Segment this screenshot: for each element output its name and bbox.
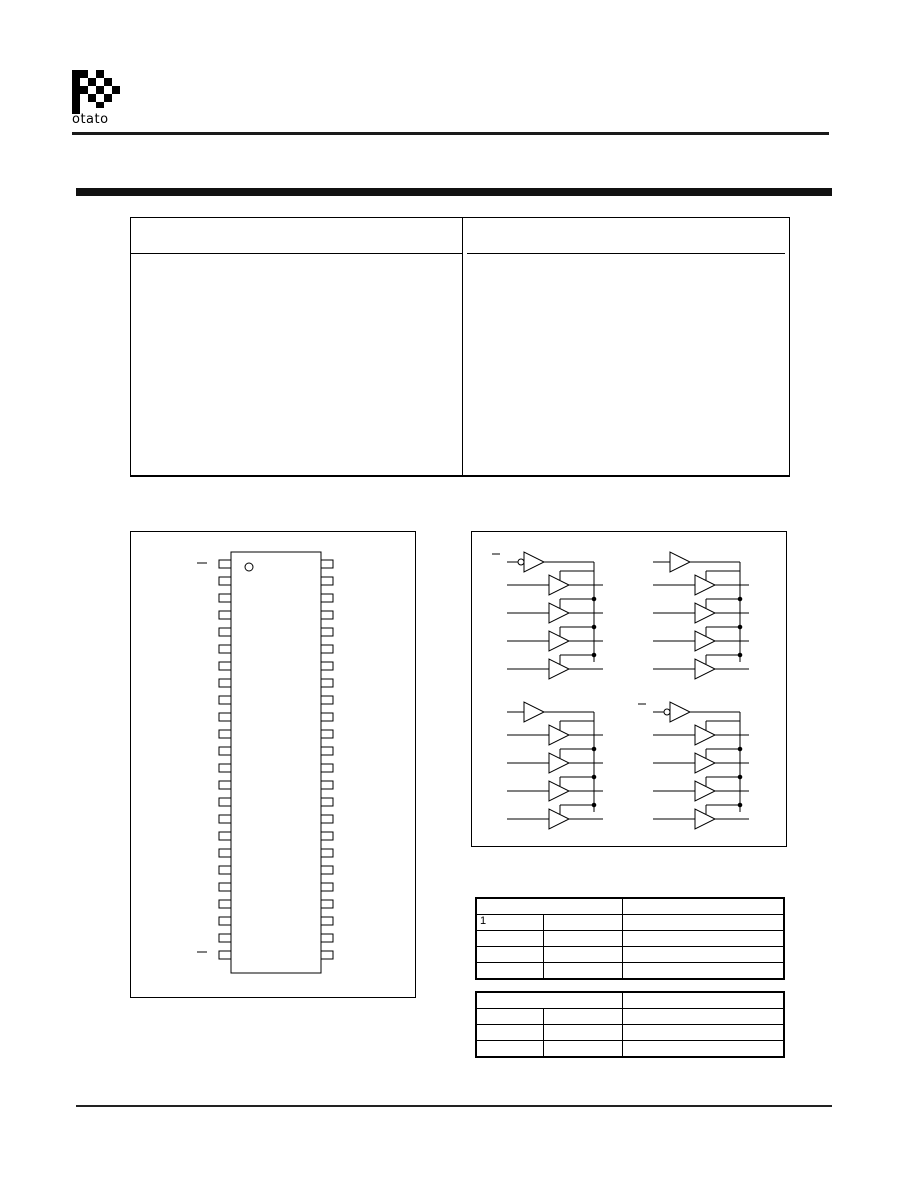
right-pin-39 [321,713,333,721]
buffer-4-2 [695,781,715,801]
right-pin-29 [321,883,333,891]
truth-table-2-cell [476,1025,544,1041]
left-pin-24 [219,951,231,959]
left-pin-18 [219,849,231,857]
buffer-1-2 [549,631,569,651]
truth-table-1-cell [623,947,785,963]
ic-package-body [231,552,321,973]
truth-table-1-cell [544,931,623,947]
buffer-3-2 [549,781,569,801]
left-pin-9 [219,696,231,704]
right-pin-44 [321,628,333,636]
left-pin-7 [219,662,231,670]
buffer-2-1 [695,603,715,623]
features-left-header-rule [131,253,462,254]
truth-table-2-row [476,1009,784,1025]
logo-text: otato [72,112,109,127]
enable-buffer-1 [524,552,544,572]
pin-diagram [131,532,417,999]
left-pin-6 [219,645,231,653]
right-pin-28 [321,900,333,908]
features-table [130,217,790,477]
truth-table-2-cell [476,1009,544,1025]
right-pin-37 [321,747,333,755]
truth-table-2-cell [623,1041,785,1058]
right-pin-34 [321,798,333,806]
pin-configuration-panel [130,531,416,998]
truth-table-1-cell [623,915,785,931]
left-pin-19 [219,866,231,874]
enable-bubble-1 [518,559,524,565]
truth-table-1-cell [544,915,623,931]
truth-table-1-cell [476,947,544,963]
truth-table-2-cell [623,992,785,1009]
truth-table-2-row [476,992,784,1009]
truth-table-1-row [476,915,784,931]
truth-table-2-cell [544,1041,623,1058]
left-pin-3 [219,594,231,602]
logo-mark [72,70,124,114]
buffer-2-3 [695,659,715,679]
left-pin-16 [219,815,231,823]
left-pin-20 [219,883,231,891]
left-pin-22 [219,917,231,925]
truth-table-1-row [476,963,784,980]
truth-table-1-row [476,898,784,915]
left-pin-2 [219,577,231,585]
enable-buffer-3 [524,702,544,722]
buffer-3-0 [549,725,569,745]
section-bar [76,188,832,196]
buffer-2-2 [695,631,715,651]
right-pin-33 [321,815,333,823]
truth-table-1-cell [476,963,544,980]
left-pin-12 [219,747,231,755]
truth-table-1-row [476,947,784,963]
truth-table-1-cell [544,963,623,980]
truth-table-1 [475,897,785,980]
right-pin-32 [321,832,333,840]
footer-rule [76,1105,832,1107]
logic-diagram [472,532,788,848]
right-pin-35 [321,781,333,789]
right-pin-26 [321,934,333,942]
truth-table-2-cell [476,992,623,1009]
right-pin-45 [321,611,333,619]
right-pin-36 [321,764,333,772]
left-pin-17 [219,832,231,840]
truth-table-2-row [476,1041,784,1058]
right-pin-38 [321,730,333,738]
truth-table-1-cell [623,898,785,915]
header-rule [72,132,829,135]
buffer-4-3 [695,809,715,829]
truth-table-1-row [476,931,784,947]
right-pin-30 [321,866,333,874]
right-pin-47 [321,577,333,585]
right-pin-27 [321,917,333,925]
buffer-3-1 [549,753,569,773]
buffer-1-3 [549,659,569,679]
left-pin-1 [219,560,231,568]
left-pin-15 [219,798,231,806]
buffer-4-0 [695,725,715,745]
truth-table-2 [475,991,785,1058]
enable-buffer-4 [670,702,690,722]
left-pin-4 [219,611,231,619]
buffer-4-1 [695,753,715,773]
buffer-1-0 [549,575,569,595]
left-pin-11 [219,730,231,738]
truth-table-1-cell [476,931,544,947]
left-pin-21 [219,900,231,908]
truth-table-2-cell [544,1025,623,1041]
logic-diagram-panel [471,531,787,847]
truth-table-2-row [476,1025,784,1041]
right-pin-41 [321,679,333,687]
truth-table-2-cell [623,1025,785,1041]
features-right-header-rule [467,253,785,254]
enable-buffer-2 [670,552,690,572]
buffer-2-0 [695,575,715,595]
truth-table-1-cell [623,963,785,980]
enable-bubble-4 [664,709,670,715]
left-pin-14 [219,781,231,789]
left-pin-5 [219,628,231,636]
truth-table-1-cell [544,947,623,963]
features-divider [462,218,463,475]
left-pin-13 [219,764,231,772]
left-pin-23 [219,934,231,942]
truth-table-2-cell [544,1009,623,1025]
truth-table-1-cell [476,898,623,915]
left-pin-8 [219,679,231,687]
truth-table-2-cell [476,1041,544,1058]
buffer-3-3 [549,809,569,829]
right-pin-31 [321,849,333,857]
right-pin-25 [321,951,333,959]
truth-table-2-cell [623,1009,785,1025]
truth-table-1-cell: 1 [476,915,544,931]
right-pin-40 [321,696,333,704]
right-pin-42 [321,662,333,670]
right-pin-48 [321,560,333,568]
buffer-1-1 [549,603,569,623]
truth-table-1-cell [623,931,785,947]
pin1-marker [245,563,253,571]
right-pin-46 [321,594,333,602]
right-pin-43 [321,645,333,653]
left-pin-10 [219,713,231,721]
